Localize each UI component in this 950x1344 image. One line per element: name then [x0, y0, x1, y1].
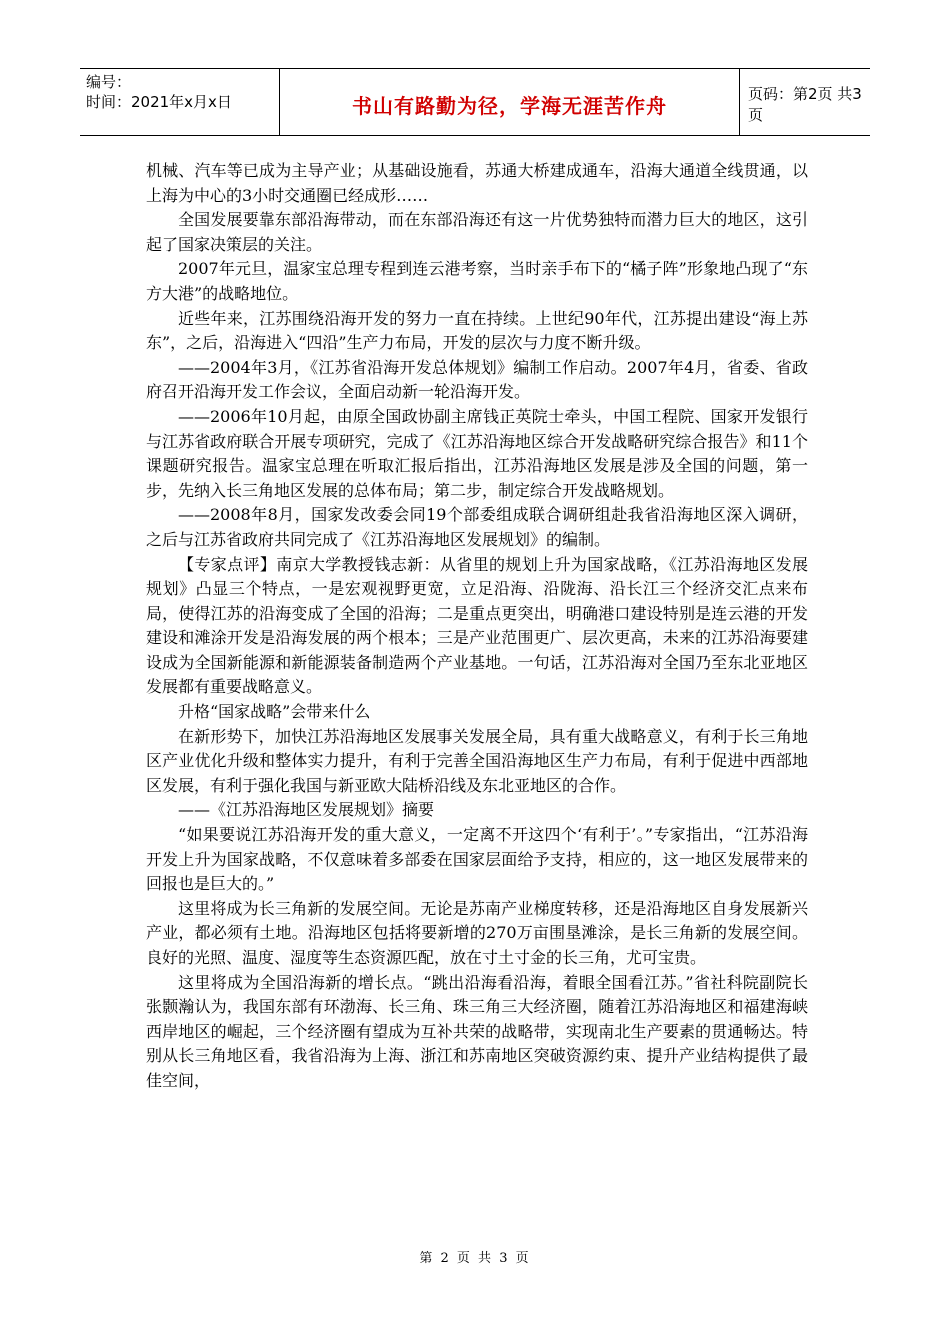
document-number-label: 编号： — [86, 73, 132, 91]
header-page-info-cell — [740, 69, 870, 135]
section-heading: 升格“国家战略”会带来什么 — [178, 702, 371, 722]
header-motto-cell — [280, 69, 740, 135]
body-paragraph: ——2008年8月，国家发改委会同19个部委组成联合调研组赴我省沿海地区深入调研，之后与江苏省政府共同完成了《江苏沿海地区发展规划》的编制。 — [146, 505, 808, 549]
body-paragraph: ——2006年10月起，由原全国政协副主席钱正英院士牵头，中国工程院、国家开发银行与江苏省政府联合开展专项研究，完成了《江苏沿海地区综合开发战略研究综合报告》和11个课题研究报告。温家宝总理在听取汇报后指出，江苏沿海地区发展是涉及全国的问题，第一步，先纳入长三角地区发展的总体布局；第二步，制定综合开发战略规划。 — [146, 406, 808, 500]
header-page-info: 页码：第2页 共3页 — [748, 85, 862, 124]
body-paragraph: “如果要说江苏沿海开发的重大意义，一定离不开这四个‘有利于’。”专家指出，“江苏沿海开发上升为国家战略，不仅意味着多部委在国家层面给予支持，相应的，这一地区发展带来的回报也是巨大的。” — [146, 825, 808, 894]
body-paragraph: 2007年元旦，温家宝总理专程到连云港考察，当时亲手布下的“橘子阵”形象地凸现了“东方大港”的战略地位。 — [146, 259, 808, 303]
body-paragraph: 全国发展要靠东部沿海带动，而在东部沿海还有这一片优势独特而潜力巨大的地区，这引起了国家决策层的关注。 — [146, 210, 808, 254]
page-footer: 第 2 页 共 3 页 — [419, 1251, 531, 1266]
document-body — [146, 159, 808, 1094]
body-paragraph: 这里将成为全国沿海新的增长点。“跳出沿海看沿海，着眼全国看江苏。”省社科院副院长张颢瀚认为，我国东部有环渤海、长三角、珠三角三大经济圈，随着江苏沿海地区和福建海峡西岸地区的崛起，三个经济圈有望成为互补共荣的战略带，实现南北生产要素的贯通畅达。特别从长三角地区看，我省沿海为上海、浙江和苏南地区突破资源约束、提升产业结构提供了最佳空间， — [146, 972, 808, 1090]
body-paragraph: 机械、汽车等已成为主导产业；从基础设施看，苏通大桥建成通车，沿海大通道全线贯通，以上海为中心的3小时交通圈已经成形…… — [146, 161, 808, 205]
quote-source: ——《江苏沿海地区发展规划》摘要 — [178, 800, 435, 820]
page-header — [80, 68, 870, 136]
body-paragraph: 这里将成为长三角新的发展空间。无论是苏南产业梯度转移，还是沿海地区自身发展新兴产业，都必须有土地。沿海地区包括将要新增的270万亩围垦滩涂，是长三角新的发展空间。良好的光照、温度、湿度等生态资源匹配，放在寸土寸金的长三角，尤可宝贵。 — [146, 898, 808, 967]
body-paragraph: 近些年来，江苏围绕沿海开发的努力一直在持续。上世纪90年代，江苏提出建设“海上苏东”，之后，沿海进入“四沿”生产力布局，开发的层次与力度不断升级。 — [146, 308, 808, 353]
body-paragraph: ——2004年3月，《江苏省沿海开发总体规划》编制工作启动。2007年4月，省委、省政府召开沿海开发工作会议，全面启动新一轮沿海开发。 — [146, 357, 808, 402]
header-meta — [80, 69, 280, 135]
document-date: 时间：2021年x月x日 — [86, 93, 232, 111]
body-paragraph: 在新形势下，加快江苏沿海地区发展事关发展全局，具有重大战略意义，有利于长三角地区产业优化升级和整体实力提升，有利于完善全国沿海地区生产力布局，有利于促进中西部地区发展，有利于强化我国与新亚欧大陆桥沿线及东北亚地区的合作。 — [146, 726, 808, 795]
expert-comment-paragraph: 【专家点评】南京大学教授钱志新：从省里的规划上升为国家战略，《江苏沿海地区发展规划》凸显三个特点，一是宏观视野更宽，立足沿海、沿陇海、沿长江三个经济交汇点来布局，使得江苏的沿海变成了全国的沿海；二是重点更突出，明确港口建设特别是连云港的开发建设和滩涂开发是沿海发展的两个根本；三是产业范围更广、层次更高，未来的江苏沿海要建设成为全国新能源和新能源装备制造两个产业基地。一句话，江苏沿海对全国乃至东北亚地区发展都有重要战略意义。 — [146, 554, 808, 697]
header-motto: 书山有路勤为径，学海无涯苦作舟 — [352, 93, 667, 118]
